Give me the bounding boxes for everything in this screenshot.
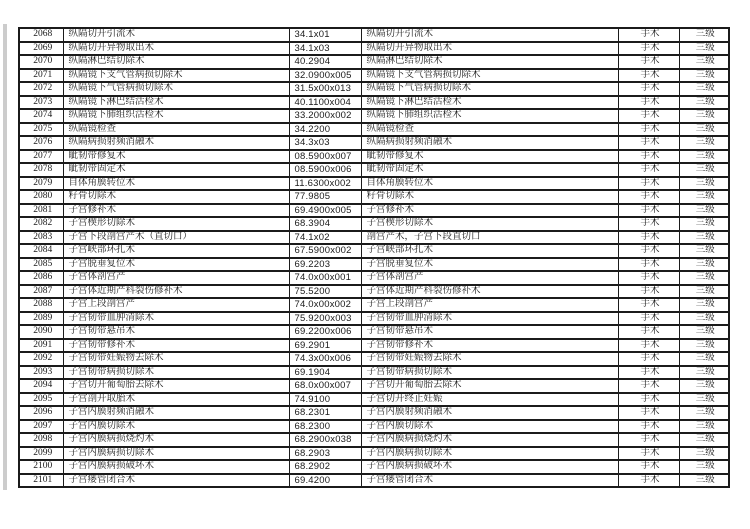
row-level: 三级 — [679, 190, 729, 204]
row-category: 手术 — [618, 109, 679, 123]
row-procedure-code: 08.5900x007 — [289, 150, 361, 164]
row-category: 手术 — [618, 325, 679, 339]
table-row — [19, 28, 729, 42]
table-row — [19, 231, 729, 245]
row-standard-name: 子宫上段剖宫产 — [361, 298, 618, 312]
row-seq-number: 2074 — [19, 109, 63, 123]
row-level: 三级 — [679, 217, 729, 231]
row-level: 三级 — [679, 28, 729, 42]
table-row — [19, 406, 729, 420]
row-standard-name: 眦韧带固定术 — [361, 163, 618, 177]
row-procedure-name: 子宫楔形切除术 — [63, 217, 289, 231]
row-procedure-code: 68.2301 — [289, 406, 361, 420]
row-seq-number: 2078 — [19, 163, 63, 177]
row-seq-number: 2093 — [19, 366, 63, 380]
row-level: 三级 — [679, 136, 729, 150]
row-procedure-name: 眦韧带修复术 — [63, 150, 289, 164]
row-procedure-name: 子宫韧带血肿清除术 — [63, 312, 289, 326]
row-seq-number: 2099 — [19, 447, 63, 461]
row-standard-name: 子宫切开终止妊娠 — [361, 393, 618, 407]
row-seq-number: 2087 — [19, 285, 63, 299]
row-category: 手术 — [618, 312, 679, 326]
row-procedure-name: 子宫剖开取胎术 — [63, 393, 289, 407]
page-edge-shadow — [3, 24, 7, 490]
row-standard-name: 子宫韧带病损切除术 — [361, 366, 618, 380]
table-row — [19, 271, 729, 285]
row-seq-number: 2084 — [19, 244, 63, 258]
row-seq-number: 2081 — [19, 204, 63, 218]
table-row — [19, 96, 729, 110]
row-seq-number: 2094 — [19, 379, 63, 393]
table-row — [19, 447, 729, 461]
row-standard-name: 子宫韧带悬吊术 — [361, 325, 618, 339]
row-level: 三级 — [679, 312, 729, 326]
row-procedure-code: 68.3904 — [289, 217, 361, 231]
row-seq-number: 2068 — [19, 28, 63, 42]
row-standard-name: 眦韧带修复术 — [361, 150, 618, 164]
table-row — [19, 217, 729, 231]
row-category: 手术 — [618, 231, 679, 245]
row-seq-number: 2100 — [19, 460, 63, 474]
row-level: 三级 — [679, 109, 729, 123]
table-row — [19, 258, 729, 272]
row-level: 三级 — [679, 82, 729, 96]
row-level: 三级 — [679, 433, 729, 447]
row-category: 手术 — [618, 244, 679, 258]
row-procedure-code: 75.9200x003 — [289, 312, 361, 326]
row-level: 三级 — [679, 366, 729, 380]
row-procedure-code: 69.2203 — [289, 258, 361, 272]
row-level: 三级 — [679, 42, 729, 56]
row-category: 手术 — [618, 55, 679, 69]
row-category: 手术 — [618, 96, 679, 110]
row-procedure-name: 子宫体剖宫产 — [63, 271, 289, 285]
row-level: 三级 — [679, 55, 729, 69]
row-procedure-code: 40.1100x004 — [289, 96, 361, 110]
row-level: 三级 — [679, 339, 729, 353]
row-level: 三级 — [679, 352, 729, 366]
row-category: 手术 — [618, 204, 679, 218]
procedure-table-body — [19, 28, 729, 487]
row-standard-name: 纵隔镜下肺组织活检术 — [361, 109, 618, 123]
row-category: 手术 — [618, 298, 679, 312]
row-procedure-name: 子宫内膜切除术 — [63, 420, 289, 434]
row-seq-number: 2088 — [19, 298, 63, 312]
row-procedure-code: 11.6300x002 — [289, 177, 361, 191]
row-category: 手术 — [618, 28, 679, 42]
row-seq-number: 2096 — [19, 406, 63, 420]
row-category: 手术 — [618, 271, 679, 285]
row-procedure-code: 34.3x03 — [289, 136, 361, 150]
row-procedure-name: 纵隔镜下肺组织活检术 — [63, 109, 289, 123]
row-category: 手术 — [618, 352, 679, 366]
row-level: 三级 — [679, 258, 729, 272]
row-standard-name: 子宫韧带修补术 — [361, 339, 618, 353]
table-row — [19, 163, 729, 177]
row-standard-name: 子宫体近期产科裂伤修补术 — [361, 285, 618, 299]
row-seq-number: 2083 — [19, 231, 63, 245]
row-procedure-name: 纵隔镜下淋巴结活检术 — [63, 96, 289, 110]
row-seq-number: 2091 — [19, 339, 63, 353]
row-category: 手术 — [618, 150, 679, 164]
row-seq-number: 2092 — [19, 352, 63, 366]
row-category: 手术 — [618, 42, 679, 56]
row-level: 三级 — [679, 379, 729, 393]
table-row — [19, 82, 729, 96]
row-level: 三级 — [679, 393, 729, 407]
row-standard-name: 纵隔切开引流术 — [361, 28, 618, 42]
row-procedure-name: 子宫韧带悬吊术 — [63, 325, 289, 339]
row-standard-name: 子宫切开葡萄胎去除术 — [361, 379, 618, 393]
row-category: 手术 — [618, 217, 679, 231]
row-seq-number: 2086 — [19, 271, 63, 285]
row-standard-name: 子宫内膜切除术 — [361, 420, 618, 434]
row-level: 三级 — [679, 474, 729, 488]
row-procedure-code: 75.5200 — [289, 285, 361, 299]
row-standard-name: 子宫韧带妊娠物去除术 — [361, 352, 618, 366]
table-row — [19, 352, 729, 366]
row-procedure-name: 子宫峡部环扎术 — [63, 244, 289, 258]
row-standard-name: 纵隔切开异物取出术 — [361, 42, 618, 56]
table-row — [19, 460, 729, 474]
row-standard-name: 自体角膜转位术 — [361, 177, 618, 191]
row-procedure-code: 69.2200x006 — [289, 325, 361, 339]
row-procedure-name: 子宫韧带妊娠物去除术 — [63, 352, 289, 366]
row-seq-number: 2089 — [19, 312, 63, 326]
table-row — [19, 285, 729, 299]
row-category: 手术 — [618, 177, 679, 191]
table-row — [19, 150, 729, 164]
row-procedure-code: 68.0x00x007 — [289, 379, 361, 393]
row-procedure-name: 纵隔病损射频消融术 — [63, 136, 289, 150]
table-row — [19, 433, 729, 447]
row-procedure-code: 68.2300 — [289, 420, 361, 434]
row-procedure-name: 子宫上段剖宫产 — [63, 298, 289, 312]
row-procedure-code: 67.5900x002 — [289, 244, 361, 258]
table-row — [19, 42, 729, 56]
row-category: 手术 — [618, 285, 679, 299]
table-row — [19, 366, 729, 380]
table-row — [19, 325, 729, 339]
table-row — [19, 244, 729, 258]
table-row — [19, 474, 729, 488]
row-procedure-code: 74.0x00x001 — [289, 271, 361, 285]
row-procedure-code: 31.5x00x013 — [289, 82, 361, 96]
row-standard-name: 子宫脱垂复位术 — [361, 258, 618, 272]
row-procedure-code: 69.1904 — [289, 366, 361, 380]
row-procedure-name: 纵隔淋巴结切除术 — [63, 55, 289, 69]
table-row — [19, 123, 729, 137]
row-procedure-name: 子宫内膜病损烧灼术 — [63, 433, 289, 447]
row-procedure-code: 68.2902 — [289, 460, 361, 474]
table-row — [19, 339, 729, 353]
row-level: 三级 — [679, 460, 729, 474]
row-procedure-name: 子宫韧带病损切除术 — [63, 366, 289, 380]
row-category: 手术 — [618, 460, 679, 474]
row-standard-name: 子宫内膜射频消融术 — [361, 406, 618, 420]
table-row — [19, 55, 729, 69]
row-procedure-name: 眦韧带固定术 — [63, 163, 289, 177]
row-standard-name: 子宫内膜病损切除术 — [361, 447, 618, 461]
row-procedure-name: 子宫瘘管闭合术 — [63, 474, 289, 488]
row-procedure-code: 34.1x01 — [289, 28, 361, 42]
row-procedure-code: 08.5900x006 — [289, 163, 361, 177]
row-procedure-code: 74.9100 — [289, 393, 361, 407]
row-level: 三级 — [679, 447, 729, 461]
row-seq-number: 2101 — [19, 474, 63, 488]
table-row — [19, 393, 729, 407]
row-category: 手术 — [618, 447, 679, 461]
row-standard-name: 子宫体剖宫产 — [361, 271, 618, 285]
row-seq-number: 2085 — [19, 258, 63, 272]
row-standard-name: 子宫楔形切除术 — [361, 217, 618, 231]
row-procedure-name: 纵隔切开异物取出术 — [63, 42, 289, 56]
procedure-table — [18, 27, 730, 488]
row-seq-number: 2095 — [19, 393, 63, 407]
row-category: 手术 — [618, 433, 679, 447]
row-category: 手术 — [618, 339, 679, 353]
row-procedure-name: 子宫脱垂复位术 — [63, 258, 289, 272]
row-category: 手术 — [618, 69, 679, 83]
table-row — [19, 190, 729, 204]
row-procedure-name: 子宫内膜射频消融术 — [63, 406, 289, 420]
row-procedure-code: 68.2900x038 — [289, 433, 361, 447]
row-standard-name: 纵隔病损射频消融术 — [361, 136, 618, 150]
row-standard-name: 纵隔镜下气管病损切除术 — [361, 82, 618, 96]
row-standard-name: 纵隔镜下支气管病损切除术 — [361, 69, 618, 83]
table-row — [19, 298, 729, 312]
row-seq-number: 2071 — [19, 69, 63, 83]
row-standard-name: 剖宫产术，子宫下段直切口 — [361, 231, 618, 245]
table-row — [19, 420, 729, 434]
row-standard-name: 子宫瘘管闭合术 — [361, 474, 618, 488]
row-standard-name: 籽骨切除术 — [361, 190, 618, 204]
row-procedure-name: 子宫下段剖宫产术（直切口） — [63, 231, 289, 245]
row-level: 三级 — [679, 420, 729, 434]
row-standard-name: 子宫韧带血肿清除术 — [361, 312, 618, 326]
row-category: 手术 — [618, 190, 679, 204]
row-procedure-code: 74.1x02 — [289, 231, 361, 245]
table-row — [19, 109, 729, 123]
row-procedure-name: 子宫内膜病损切除术 — [63, 447, 289, 461]
row-procedure-code: 32.0900x005 — [289, 69, 361, 83]
row-procedure-code: 40.2904 — [289, 55, 361, 69]
row-standard-name: 子宫内膜病损破坏术 — [361, 460, 618, 474]
row-standard-name: 子宫内膜病损烧灼术 — [361, 433, 618, 447]
row-procedure-name: 子宫体近期产科裂伤修补术 — [63, 285, 289, 299]
row-seq-number: 2070 — [19, 55, 63, 69]
row-seq-number: 2076 — [19, 136, 63, 150]
row-procedure-name: 子宫内膜病损破坏术 — [63, 460, 289, 474]
row-seq-number: 2079 — [19, 177, 63, 191]
row-procedure-code: 69.2901 — [289, 339, 361, 353]
row-level: 三级 — [679, 123, 729, 137]
row-level: 三级 — [679, 204, 729, 218]
row-level: 三级 — [679, 163, 729, 177]
row-level: 三级 — [679, 406, 729, 420]
row-procedure-code: 77.9805 — [289, 190, 361, 204]
row-standard-name: 纵隔镜下淋巴结活检术 — [361, 96, 618, 110]
row-procedure-code: 74.3x00x006 — [289, 352, 361, 366]
row-level: 三级 — [679, 298, 729, 312]
table-row — [19, 177, 729, 191]
table-row — [19, 204, 729, 218]
row-procedure-code: 68.2903 — [289, 447, 361, 461]
table-row — [19, 379, 729, 393]
row-standard-name: 子宫修补术 — [361, 204, 618, 218]
row-procedure-code: 69.4200 — [289, 474, 361, 488]
row-seq-number: 2097 — [19, 420, 63, 434]
row-procedure-name: 纵隔镜检查 — [63, 123, 289, 137]
row-category: 手术 — [618, 123, 679, 137]
row-procedure-name: 纵隔镜下气管病损切除术 — [63, 82, 289, 96]
row-procedure-code: 74.0x00x002 — [289, 298, 361, 312]
row-level: 三级 — [679, 285, 729, 299]
row-category: 手术 — [618, 474, 679, 488]
row-category: 手术 — [618, 366, 679, 380]
row-procedure-code: 34.2200 — [289, 123, 361, 137]
row-level: 三级 — [679, 325, 729, 339]
row-procedure-name: 子宫韧带修补术 — [63, 339, 289, 353]
row-standard-name: 纵隔淋巴结切除术 — [361, 55, 618, 69]
row-category: 手术 — [618, 406, 679, 420]
row-level: 三级 — [679, 69, 729, 83]
row-procedure-name: 籽骨切除术 — [63, 190, 289, 204]
row-level: 三级 — [679, 271, 729, 285]
row-procedure-code: 34.1x03 — [289, 42, 361, 56]
row-procedure-code: 33.2000x002 — [289, 109, 361, 123]
row-seq-number: 2072 — [19, 82, 63, 96]
row-standard-name: 纵隔镜检查 — [361, 123, 618, 137]
row-seq-number: 2075 — [19, 123, 63, 137]
row-seq-number: 2069 — [19, 42, 63, 56]
row-procedure-name: 纵隔镜下支气管病损切除术 — [63, 69, 289, 83]
row-level: 三级 — [679, 150, 729, 164]
row-seq-number: 2090 — [19, 325, 63, 339]
table-row — [19, 136, 729, 150]
row-procedure-name: 子宫修补术 — [63, 204, 289, 218]
row-procedure-name: 子宫切开葡萄胎去除术 — [63, 379, 289, 393]
row-category: 手术 — [618, 393, 679, 407]
row-standard-name: 子宫峡部环扎术 — [361, 244, 618, 258]
row-category: 手术 — [618, 136, 679, 150]
row-category: 手术 — [618, 420, 679, 434]
row-seq-number: 2080 — [19, 190, 63, 204]
row-level: 三级 — [679, 177, 729, 191]
row-seq-number: 2077 — [19, 150, 63, 164]
row-seq-number: 2082 — [19, 217, 63, 231]
row-category: 手术 — [618, 82, 679, 96]
row-category: 手术 — [618, 163, 679, 177]
row-level: 三级 — [679, 96, 729, 110]
row-procedure-name: 纵隔切开引流术 — [63, 28, 289, 42]
row-level: 三级 — [679, 244, 729, 258]
row-seq-number: 2073 — [19, 96, 63, 110]
row-level: 三级 — [679, 231, 729, 245]
row-procedure-name: 自体角膜转位术 — [63, 177, 289, 191]
table-row — [19, 312, 729, 326]
table-row — [19, 69, 729, 83]
row-category: 手术 — [618, 379, 679, 393]
row-seq-number: 2098 — [19, 433, 63, 447]
row-procedure-code: 69.4900x005 — [289, 204, 361, 218]
row-category: 手术 — [618, 258, 679, 272]
